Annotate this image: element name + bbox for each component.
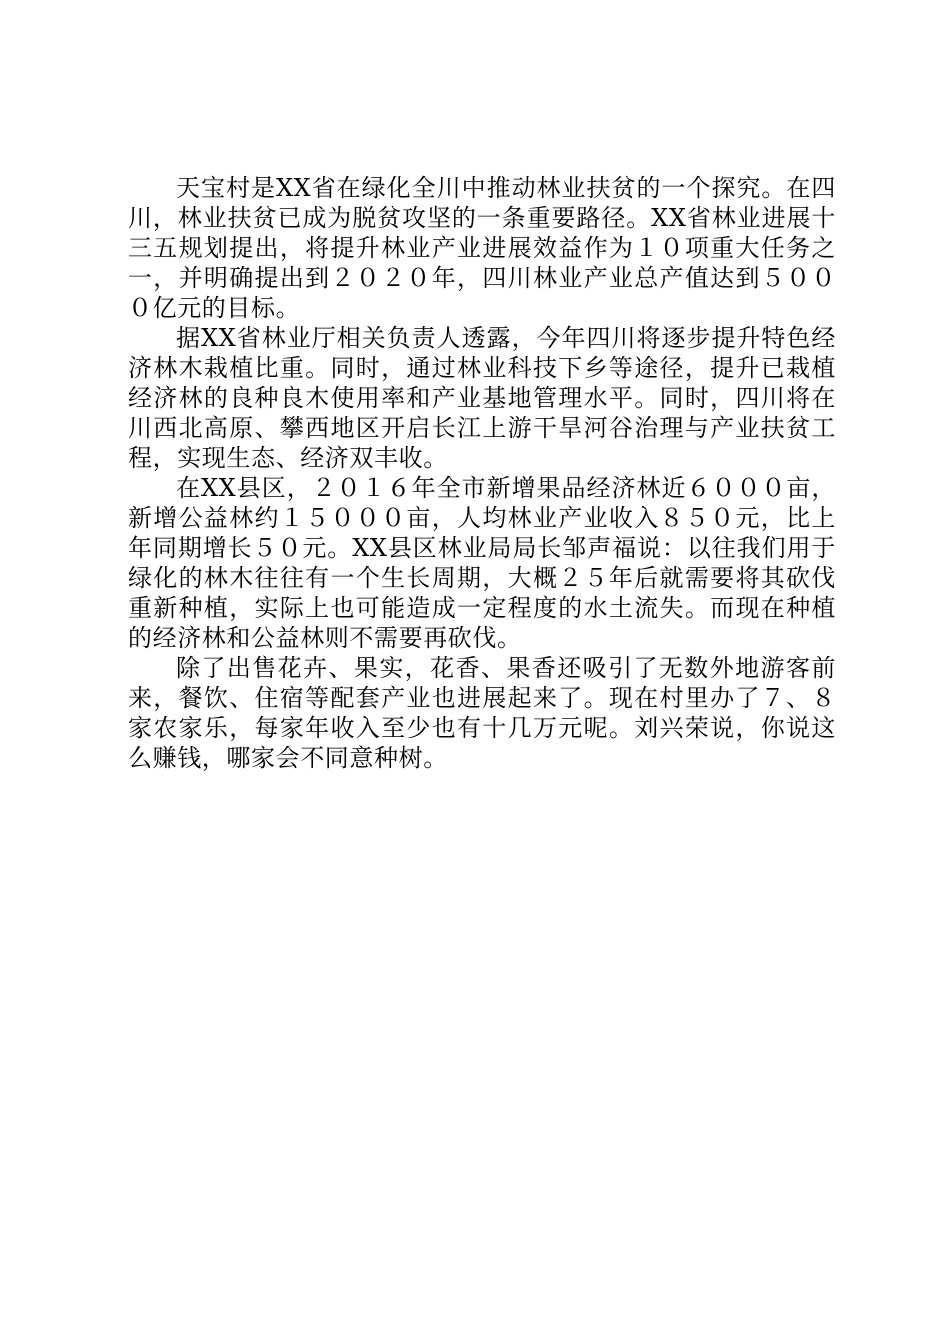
paragraph-1: 天宝村是XX省在绿化全川中推动林业扶贫的一个探究。在四川，林业扶贫已成为脱贫攻坚的一条重要路径。XX省林业进展十三五规划提出，将提升林业产业进展效益作为１０项重大任务之一，并明确提出到２０２０年，四川林业产业总产值达到５０００亿元的目标。	[128, 174, 836, 322]
document-body	[128, 173, 836, 773]
paragraph-3: 在XX县区，２０１６年全市新增果品经济林近６０００亩，新增公益林约１５０００亩，人均林业产业收入８５０元，比上年同期增长５０元。XX县区林业局局长邹声福说：以往我们用于绿化的林木往往有一个生长周期，大概２５年后就需要将其砍伐重新种植，实际上也可能造成一定程度的水土流失。而现在种植的经济林和公益林则不需要再砍伐。	[128, 474, 836, 652]
paragraph-2: 据XX省林业厅相关负责人透露，今年四川将逐步提升特色经济林木栽植比重。同时，通过林业科技下乡等途径，提升已栽植经济林的良种良木使用率和产业基地管理水平。同时，四川将在川西北高原、攀西地区开启长江上游干旱河谷治理与产业扶贫工程，实现生态、经济双丰收。	[128, 324, 836, 472]
paragraph-4: 除了出售花卉、果实，花香、果香还吸引了无数外地游客前来，餐饮、住宿等配套产业也进展起来了。现在村里办了７、８家农家乐，每家年收入至少也有十几万元呢。刘兴荣说，你说这么赚钱，哪家会不同意种树。	[128, 654, 836, 772]
